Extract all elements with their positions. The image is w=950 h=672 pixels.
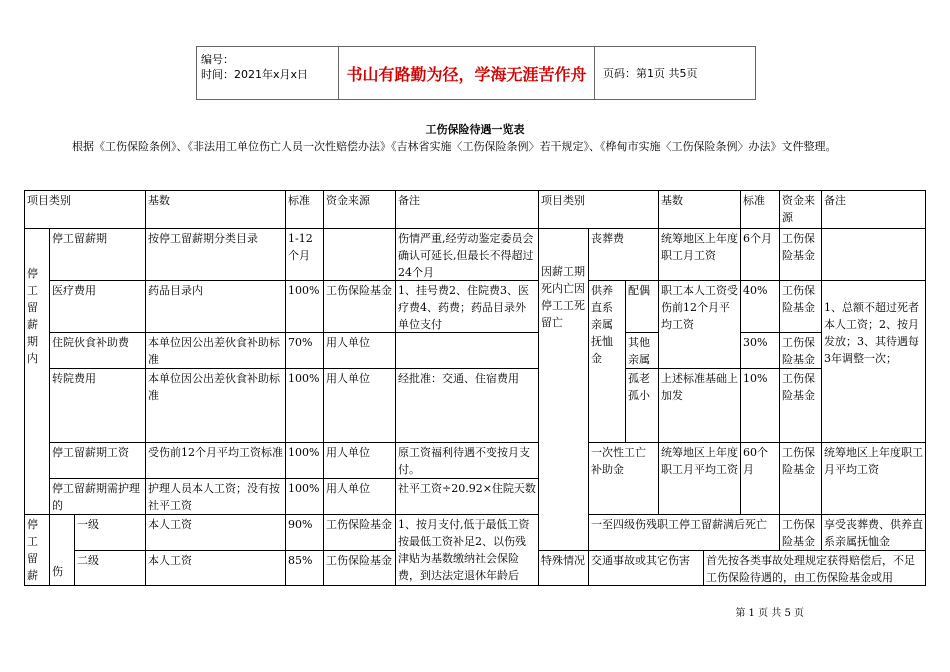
- row-dependent-notes: 1、总额不超过死者本人工资；2、按月发放；3、其待遇每3年调整一次；: [821, 280, 926, 443]
- benefits-table: [24, 190, 925, 585]
- header-motto: 书山有路勤为径，学海无涯苦作舟: [339, 47, 595, 99]
- row-dependent-base: 职工本人工资受伤前12个月平均工资: [658, 280, 741, 369]
- row-orphan-standard: 10%: [740, 368, 780, 443]
- document-header: [196, 46, 756, 100]
- document-title: 工伤保险待遇一览表: [425, 123, 525, 136]
- row-medical-fund: 工伤保险基金: [323, 280, 396, 333]
- row-death-after-stop: 一至四级伤残职工停工留薪满后死亡: [588, 514, 780, 551]
- row-grade1-standard: 90%: [285, 514, 324, 551]
- row-wage-base: 受伤前12个月平均工资标准: [145, 442, 286, 479]
- row-lump-sum-item: 一次性工亡补助金: [588, 442, 659, 515]
- row-nursing-notes: 社平工资÷20.92×住院天数: [395, 478, 539, 515]
- row-funeral-notes: [821, 228, 926, 281]
- page-footer: 第 1 页 共 5 页: [735, 608, 804, 619]
- row-grade2-base: 本人工资: [145, 550, 286, 586]
- row-grade2-item: 二级: [74, 550, 146, 586]
- row-transfer-notes: 经批准：交通、住宿费用: [395, 368, 539, 443]
- header-page-number: 页码：第1页 共5页: [603, 67, 698, 80]
- row-stop-period-fund: [323, 228, 396, 281]
- row-relatives-fund: 工伤保险基金: [779, 332, 822, 369]
- col-header-standard-right: 标准: [740, 190, 780, 229]
- group-death: 因薪工期死内亡因停工工死留亡: [538, 228, 589, 551]
- row-meal-base: 本单位因公出差伙食补助标准: [145, 332, 286, 369]
- row-death-after-stop-fund: 工伤保险基金: [779, 514, 822, 551]
- col-header-standard-left: 标准: [285, 190, 324, 229]
- row-spouse-standard: 40%: [740, 280, 780, 333]
- col-header-notes-right: 备注: [821, 190, 926, 229]
- col-header-base-right: 基数: [658, 190, 741, 229]
- row-grade1-fund: 工伤保险基金: [323, 514, 396, 551]
- row-lump-sum-standard: 60个月: [740, 442, 780, 515]
- row-nursing-base: 护理人员本人工资；没有按社平工资: [145, 478, 286, 515]
- row-nursing-fund: 用人单位: [323, 478, 396, 515]
- document-intro: 根据《工伤保险条例》、《非法用工单位伤亡人员一次性赔偿办法》《吉林省实施〈工伤保险条例〉若干规定》、《桦甸市实施〈工伤保险条例〉办法》文件整理。: [72, 140, 837, 153]
- row-spouse-item: 配偶: [625, 280, 659, 333]
- col-header-fund-right: 资金来源: [779, 190, 822, 229]
- col-header-base-left: 基数: [145, 190, 286, 229]
- row-meal-item: 住院伙食补助费: [49, 332, 146, 369]
- row-stop-period-notes: 伤情严重,经劳动鉴定委员会确认可延长,但最长不得超过24个月: [395, 228, 539, 281]
- row-funeral-standard: 6个月: [740, 228, 780, 281]
- row-wage-fund: 用人单位: [323, 442, 396, 479]
- row-lump-sum-base: 统筹地区上年度职工月平均工资: [658, 442, 741, 515]
- row-wage-item: 停工留薪期工资: [49, 442, 146, 479]
- row-special-reason: 交通事故或其它伤害: [588, 550, 704, 586]
- row-funeral-fund: 工伤保险基金: [779, 228, 822, 281]
- row-wage-notes: 原工资福利待遇不变按月支付。: [395, 442, 539, 479]
- row-wage-standard: 100%: [285, 442, 324, 479]
- row-grade-notes: 1、按月支付,低于最低工资按最低工资补足2、以伤残津贴为基数缴纳社会保险费，到达法定退休年龄后: [395, 514, 539, 586]
- row-orphan-fund: 工伤保险基金: [779, 368, 822, 443]
- row-stop-period-base: 按停工留薪期分类目录: [145, 228, 286, 281]
- row-transfer-item: 转院费用: [49, 368, 146, 443]
- row-medical-item: 医疗费用: [49, 280, 146, 333]
- row-lump-sum-fund: 工伤保险基金: [779, 442, 822, 515]
- row-medical-base: 药品目录内: [145, 280, 286, 333]
- row-funeral-base: 统筹地区上年度职工月工资: [658, 228, 741, 281]
- header-meta: [197, 47, 339, 99]
- row-meal-notes: [395, 332, 539, 369]
- row-transfer-base: 本单位因公出差伙食补助标准: [145, 368, 286, 443]
- row-grade1-base: 本人工资: [145, 514, 286, 551]
- row-transfer-standard: 100%: [285, 368, 324, 443]
- row-grade1-item: 一级: [74, 514, 146, 551]
- row-medical-standard: 100%: [285, 280, 324, 333]
- row-orphan-base: 上述标准基础上加发: [658, 368, 741, 443]
- group-disability-injury: 伤: [49, 514, 75, 586]
- row-stop-period-item: 停工留薪期: [49, 228, 146, 281]
- document-number-label: 编号：: [201, 53, 234, 66]
- row-stop-period-standard: 1-12个月: [285, 228, 324, 281]
- group-dependents: 供养直系亲属抚恤金: [588, 280, 626, 443]
- group-disability-stop: 停工留薪: [24, 514, 50, 586]
- group-stop-work-period: 停工留薪期内: [24, 228, 50, 515]
- row-spouse-fund: 工伤保险基金: [779, 280, 822, 333]
- row-medical-notes: 1、挂号费2、住院费3、医疗费4、药费；药品目录外单位支付: [395, 280, 539, 333]
- row-relatives-standard: 30%: [740, 332, 780, 369]
- row-meal-standard: 70%: [285, 332, 324, 369]
- row-death-after-stop-notes: 享受丧葬费、供养直系亲属抚恤金: [821, 514, 926, 551]
- row-nursing-standard: 100%: [285, 478, 324, 515]
- row-funeral-item: 丧葬费: [588, 228, 659, 281]
- col-header-fund-left: 资金来源: [323, 190, 396, 229]
- row-grade2-fund: 工伤保险基金: [323, 550, 396, 586]
- col-header-category-left: 项目类别: [24, 190, 146, 229]
- row-meal-fund: 用人单位: [323, 332, 396, 369]
- row-special-item: 特殊情况: [538, 550, 589, 586]
- row-grade2-standard: 85%: [285, 550, 324, 586]
- row-lump-sum-notes: 统筹地区上年度职工月平均工资: [821, 442, 926, 515]
- col-header-category-right: 项目类别: [538, 190, 659, 229]
- row-nursing-item: 停工留薪期需护理的: [49, 478, 146, 515]
- col-header-notes-left: 备注: [395, 190, 539, 229]
- row-special-notes: 首先按各类事故处理规定获得赔偿后，不足工伤保险待遇的，由工伤保险基金或用: [703, 550, 926, 586]
- row-orphan-item: 孤老孤小: [625, 368, 659, 443]
- row-relatives-item: 其他亲属: [625, 332, 659, 369]
- row-transfer-fund: 用人单位: [323, 368, 396, 443]
- document-date: 时间：2021年x月x日: [201, 68, 309, 81]
